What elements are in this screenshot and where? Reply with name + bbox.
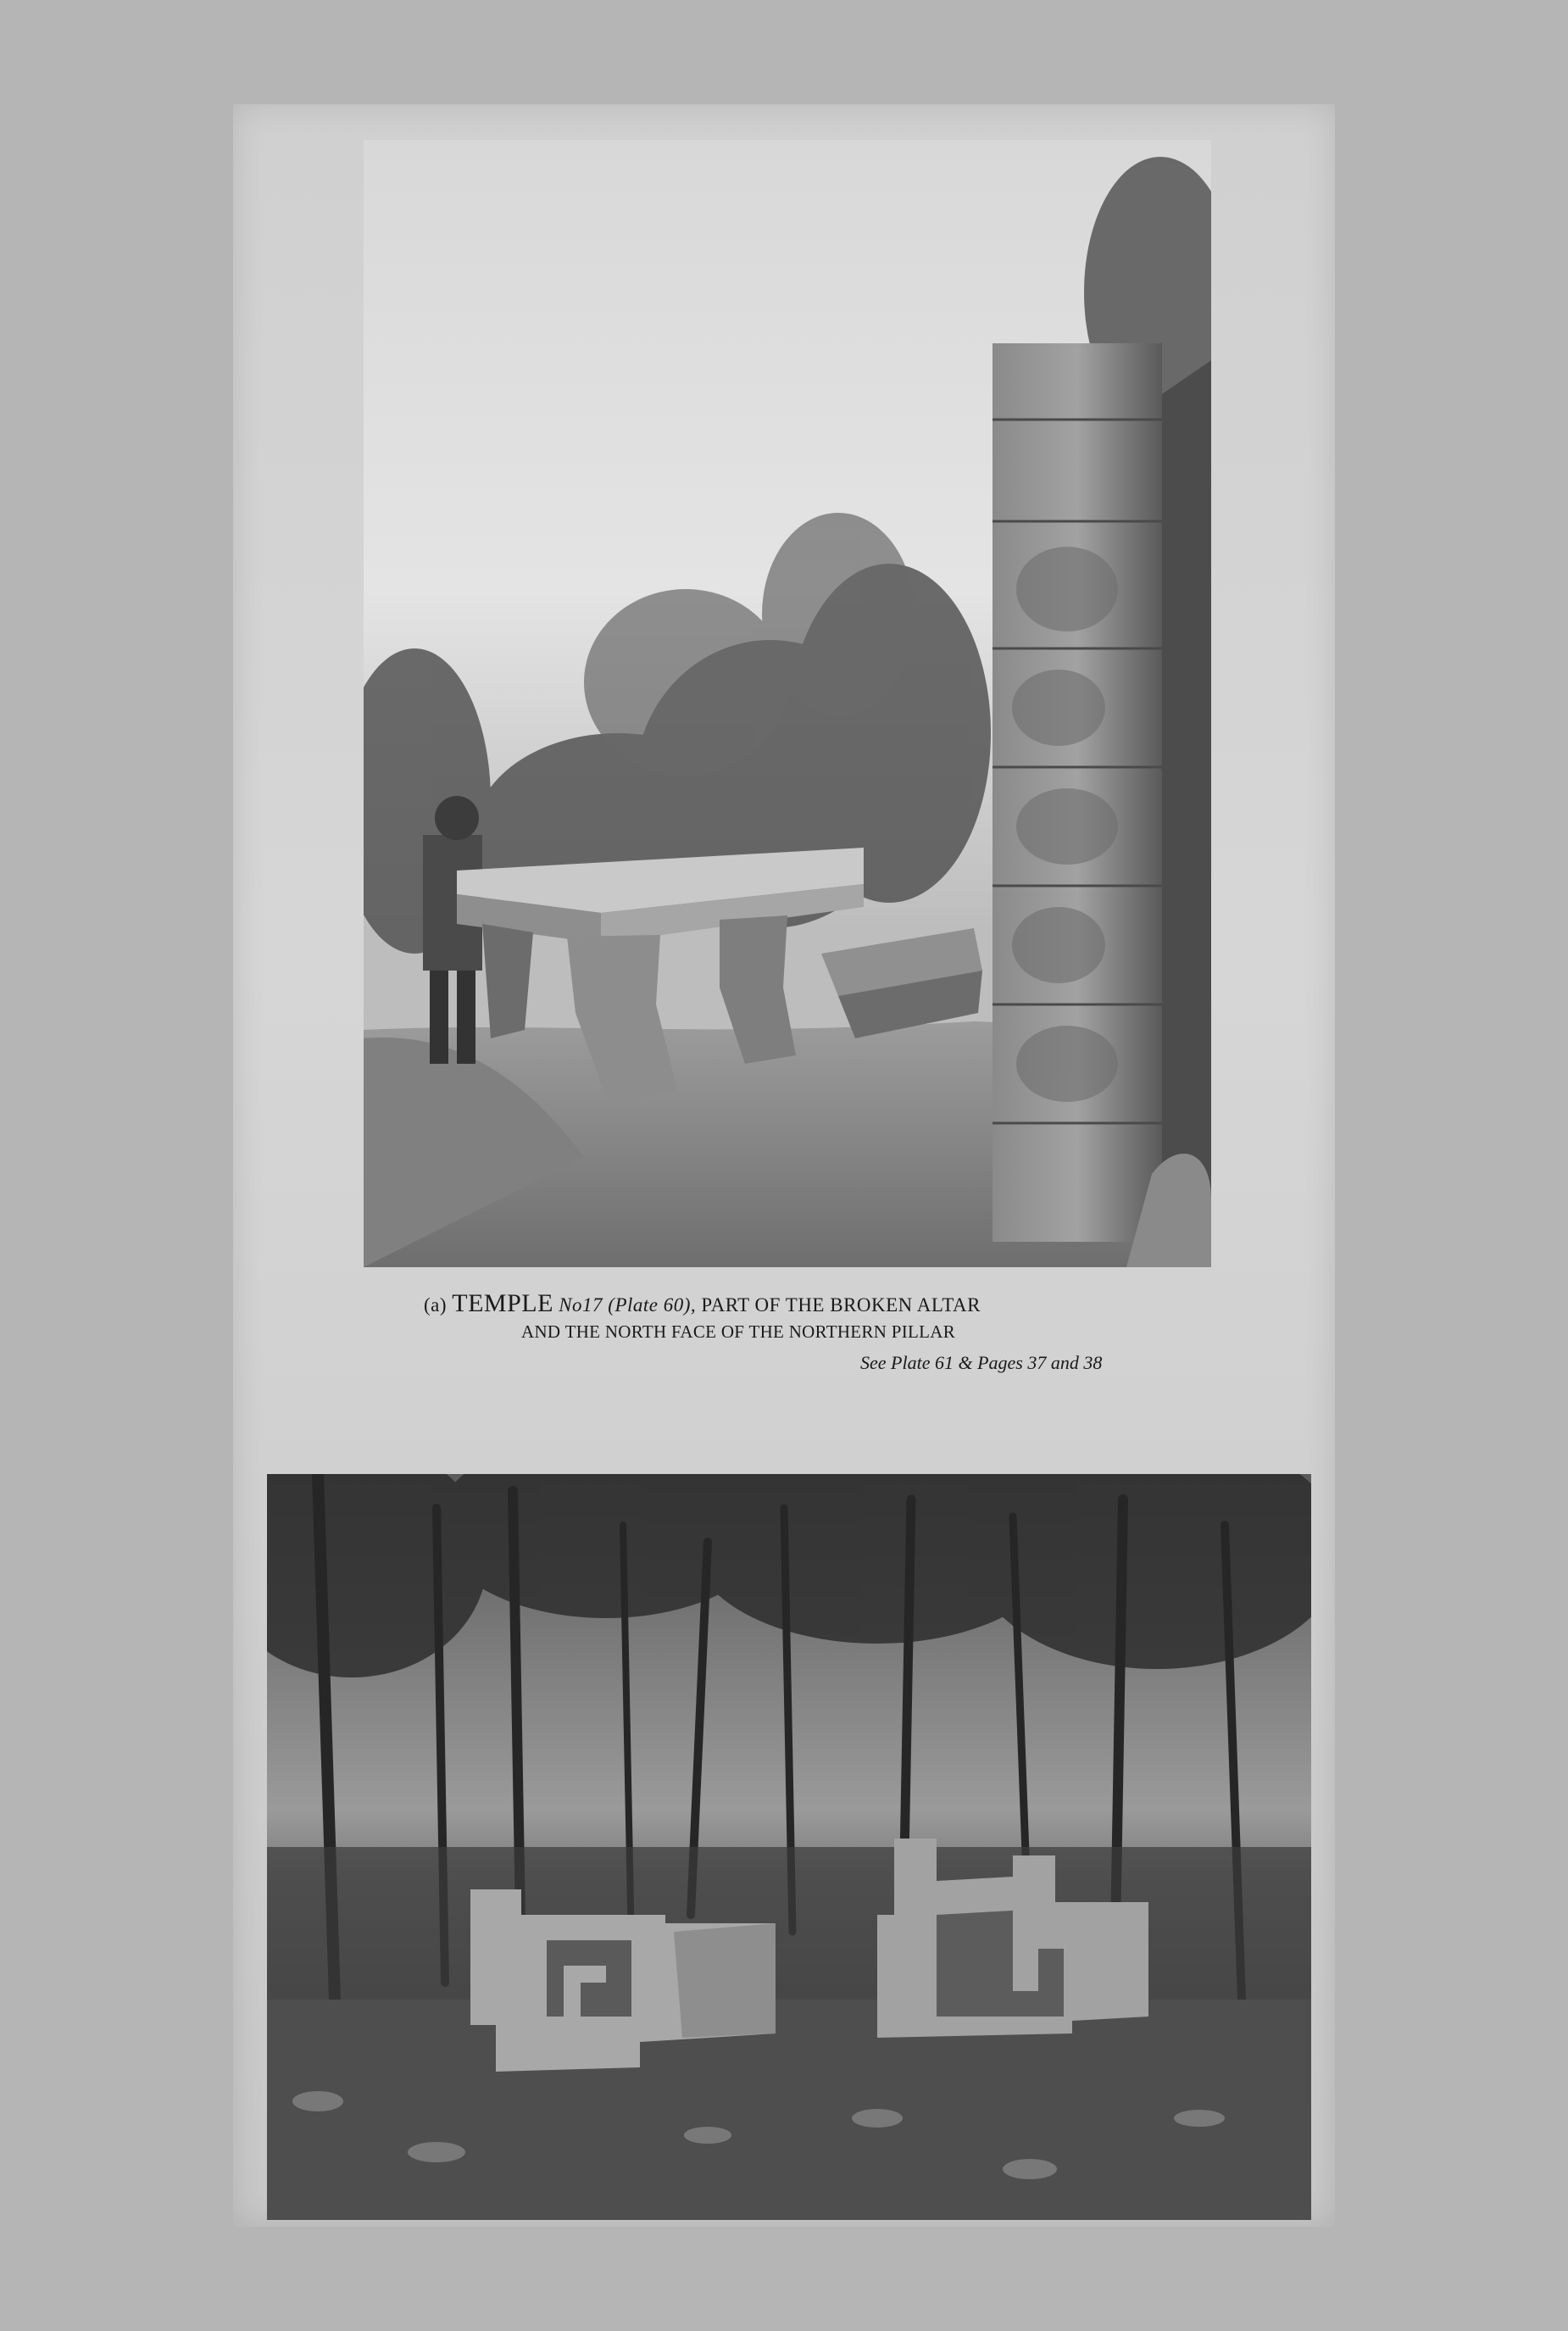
caption-label: (a) [424,1294,448,1316]
plate-caption [233,1289,1335,1391]
caption-line-1 [424,1289,981,1318]
caption-number: No17 [559,1294,603,1316]
caption-title: TEMPLE [452,1289,553,1317]
photo-altar-pillar [364,140,1211,1267]
caption-line-2: AND THE NORTH FACE OF THE NORTHERN PILLAR [521,1321,956,1342]
plate-sheet [233,104,1335,2227]
photo-fret-stones [267,1474,1311,2220]
caption-line1-rest: PART OF THE BROKEN ALTAR [701,1294,981,1316]
caption-plate-ref: (Plate 60), [608,1294,697,1316]
caption-line-3: See Plate 61 & Pages 37 and 38 [860,1352,1103,1373]
